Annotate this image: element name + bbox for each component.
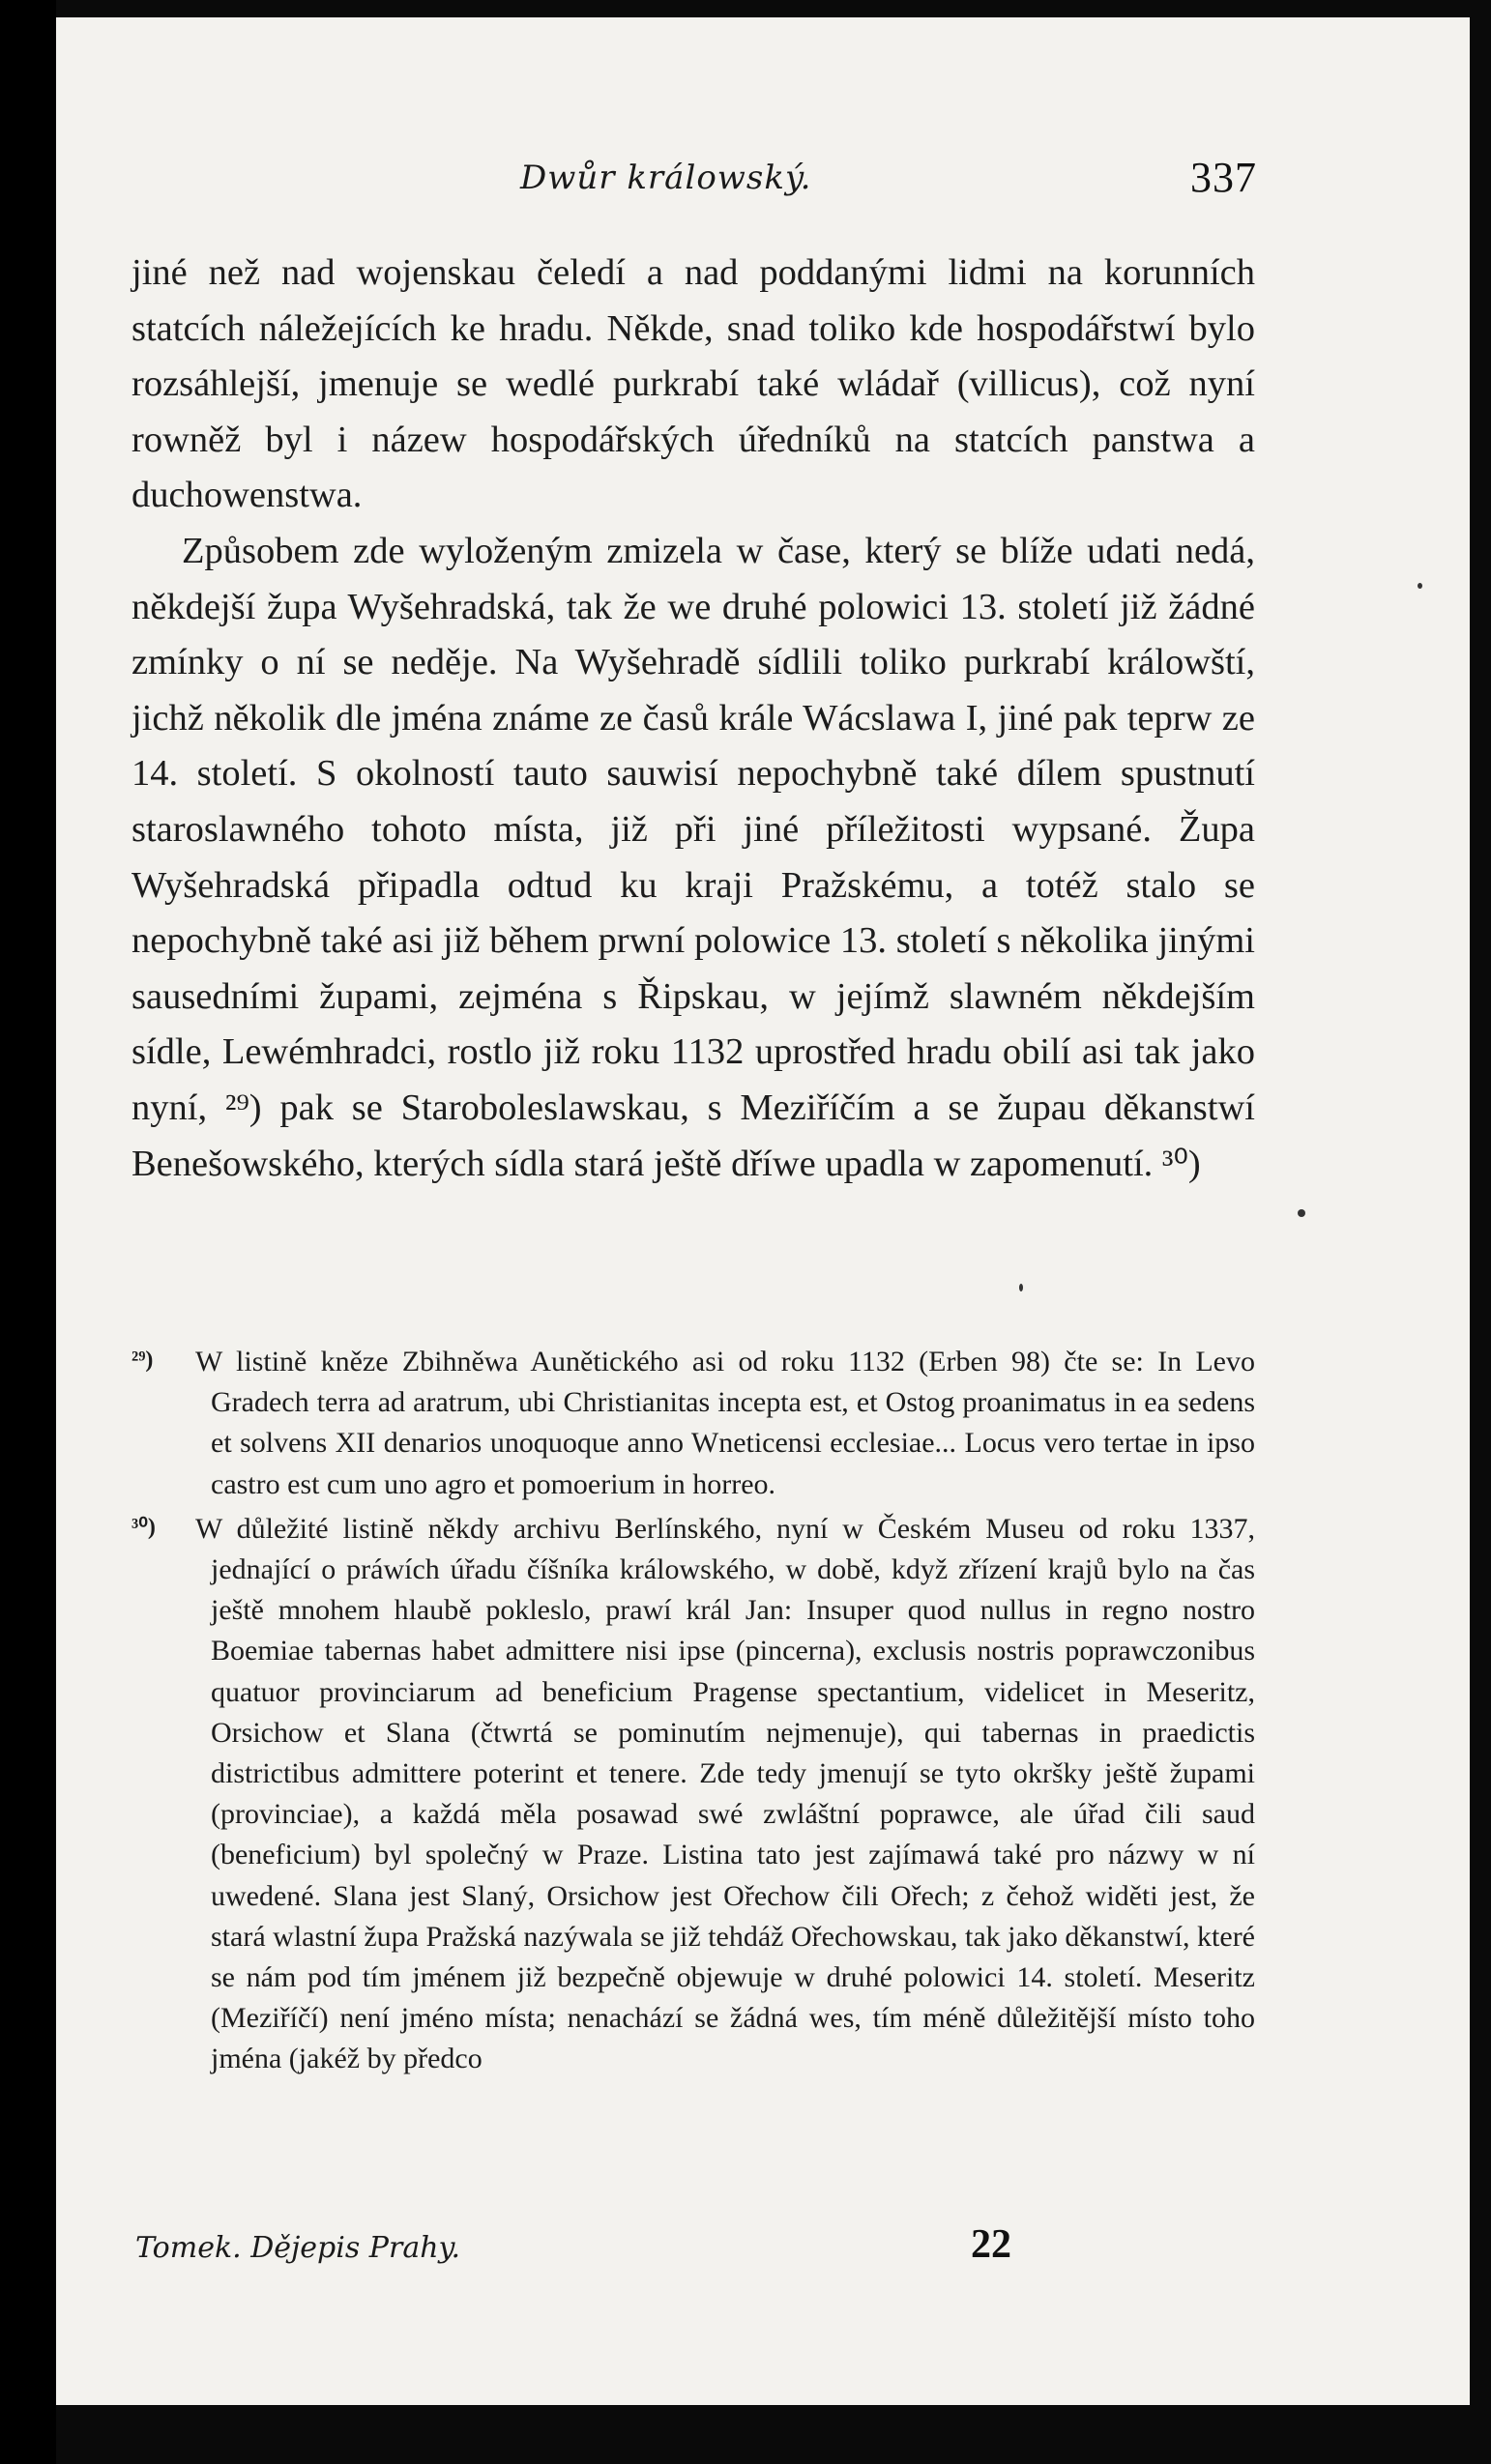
footer-book-title: Tomek. Dějepis Prahy. bbox=[135, 2231, 461, 2265]
footnote-text: W důležité listině někdy archivu Berlínského, nyní w Českém Museu od roku 1337, jednající o práwích úřadu číšníka králowského, w době, když zřízení krajů bylo na čas ještě mnohem hlaubě pokleslo, prawí král Jan: Insuper quod nullus in regno nostro Boemiae tabernas habet admittere nisi ipse (pincerna), exclusis nostris poprawczonibus quatuor provinciarum ad beneficium Pragense spectantium, videlicet in Meseritz, Orsichow et Slana (čtwrtá se pominutím nejmenuje), qui tabernas in praedictis districtibus admittere poterint et tenere. Zde tedy jmenují se tyto okršky ještě župami (provinciae), a každá měla posawad swé zwláštní poprawce, ale úřad čili saud (beneficium) byl společný w Praze. Listina tato jest zajímawá také pro názwy w ní uwedené. Slana jest Slaný, Orsichow jest Ořechow čili Ořech; z čehož widěti jest, že stará wlastní župa Pražská nazýwala se již tehdáž Ořechowskau, tak jako děkanstwí, které se nám pod tím jménem již bezpečně objewuje w druhé polowici 14. století. Meseritz (Meziříčí) není jméno místa; nenachází se žádná wes, tím méně důležitější místo toho jména (jakéž by předco bbox=[195, 1512, 1255, 2075]
signature-mark: 22 bbox=[971, 2222, 1011, 2267]
footnote-text: W listině kněze Zbihněwa Aunětického asi od roku 1132 (Erben 98) čte se: In Levo Gradech terra ad aratrum, ubi Christianitas incepta est, et Ostog proanimatus in ea sedens et solvens XII denarios unoquoque anno Wneticensi ecclesiae... Locus vero tertae in ipso castro est cum uno agro et pomoerium in horreo. bbox=[195, 1346, 1255, 1500]
book-gutter-edge bbox=[0, 0, 56, 2464]
print-speck bbox=[1418, 583, 1422, 589]
footnote-29 bbox=[132, 1340, 1255, 1505]
paragraph: jiné než nad wojenskau čeledí a nad poddanými lidmi na korunních statcích náležejících ke hradu. Někde, snad toliko kde hospodářstwí bylo rozsáhlejší, jmenuje se wedlé purkrabí také wládař (villicus), což nyní rowněž byl i názew hospodářských úředníků na statcích panstwa a duchowenstwa. bbox=[132, 252, 1255, 516]
footnotes bbox=[132, 1340, 1255, 2082]
main-text bbox=[132, 246, 1255, 1192]
print-speck bbox=[1019, 1284, 1023, 1291]
footnote-30 bbox=[132, 1507, 1255, 2080]
page-footer bbox=[56, 2222, 1470, 2285]
running-head bbox=[56, 153, 1470, 211]
page-number: 337 bbox=[1190, 154, 1257, 201]
print-speck bbox=[1298, 1209, 1305, 1217]
footnote-marker: ²⁹) bbox=[132, 1348, 154, 1373]
page-paper bbox=[56, 17, 1470, 2405]
running-title: Dwůr králowský. bbox=[520, 159, 812, 197]
paragraph: Způsobem zde wyloženým zmizela w čase, který se blíže udati nedá, někdejší župa Wyšehradská, tak že we druhé polowici 13. století již žádné zmínky o ní se neděje. Na Wyšehradě sídlili toliko purkrabí králowští, jichž několik dle jména známe ze časů krále Wácslawa I, jiné pak teprw ze 14. století. S okolností tauto sauwisí nepochybně také dílem spustnutí staroslawného tohoto místa, již při jiné příležitosti wypsané. Župa Wyšehradská připadla odtud ku kraji Pražskému, a totéž stalo se nepochybně také asi již během prwní polowice 13. století s několika jinými sausedními župami, zejména s Řipskau, w jejímž slawném někdejším sídle, Lewémhradci, rostlo již roku 1132 uprostřed hradu obilí asi tak jako nyní, ²⁹) pak se Staroboleslawskau, s Meziříčím a se župau děkanstwí Benešowského, kterých sídla stará ještě dříwe upadla w zapomenutí. ³⁰) bbox=[132, 530, 1255, 1184]
footnote-marker: ³⁰) bbox=[132, 1514, 156, 1540]
